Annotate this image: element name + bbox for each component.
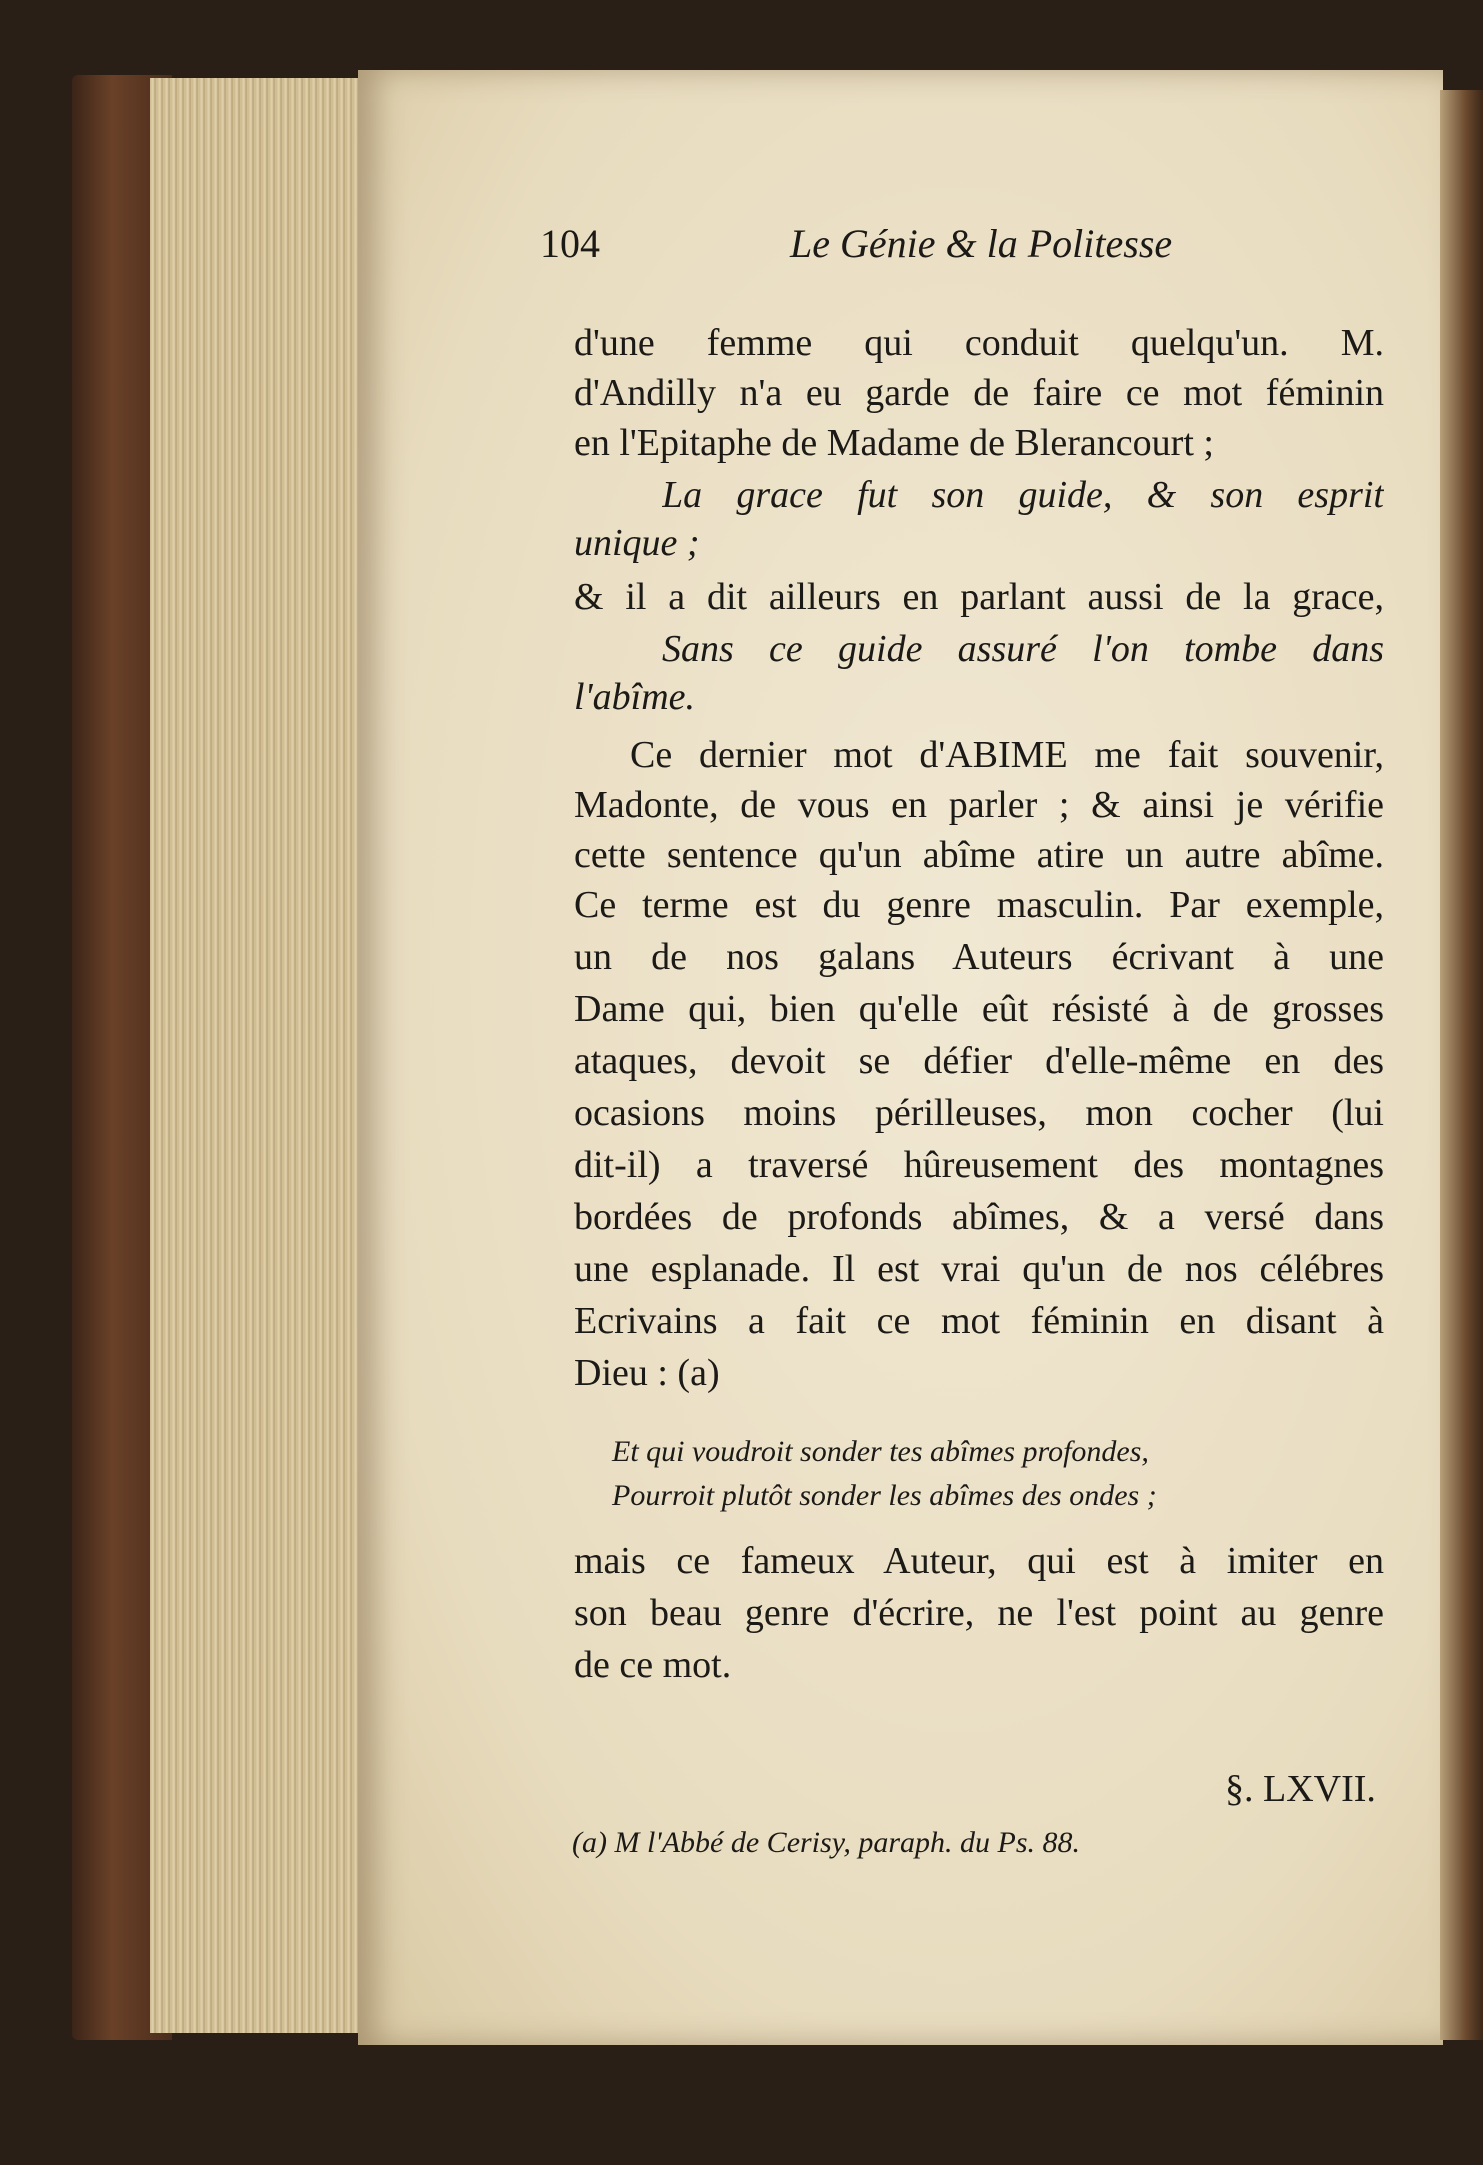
text-line: Ecrivains a fait ce mot féminin en disant à <box>574 1300 1384 1342</box>
text-line: La grace fut son guide, & son esprit <box>662 474 1384 516</box>
text-line: en l'Epitaphe de Madame de Blerancourt ; <box>574 422 1214 464</box>
text-line: de ce mot. <box>574 1644 732 1686</box>
text-line: d'Andilly n'a eu garde de faire ce mot féminin <box>574 372 1384 414</box>
text-line: l'abîme. <box>574 676 696 718</box>
catchword: §. LXVII. <box>1225 1768 1376 1810</box>
text-line: d'une femme qui conduit quelqu'un. M. <box>574 322 1384 364</box>
text-line: unique ; <box>574 522 700 564</box>
text-line: ataques, devoit se défier d'elle-même en des <box>574 1040 1384 1082</box>
verse-line: Et qui voudroit sonder tes abîmes profondes, <box>612 1435 1149 1468</box>
text-line: mais ce fameux Auteur, qui est à imiter en <box>574 1540 1384 1582</box>
right-page-edge <box>1440 90 1483 2040</box>
text-line: Sans ce guide assuré l'on tombe dans <box>662 628 1384 670</box>
text-line: Ce dernier mot d'ABIME me fait souvenir, <box>630 734 1384 776</box>
text-line: un de nos galans Auteurs écrivant à une <box>574 936 1384 978</box>
running-title: Le Génie & la Politesse <box>790 221 1173 266</box>
page-number: 104 <box>540 221 600 266</box>
page-edges <box>150 78 365 2033</box>
verse-line: Pourroit plutôt sonder les abîmes des ondes ; <box>612 1479 1157 1512</box>
text-line: bordées de profonds abîmes, & a versé dans <box>574 1196 1384 1238</box>
footnote: (a) M l'Abbé de Cerisy, paraph. du Ps. 88. <box>572 1826 1081 1859</box>
text-line: & il a dit ailleurs en parlant aussi de la grace, <box>574 576 1384 618</box>
text-line: cette sentence qu'un abîme atire un autre abîme. <box>574 834 1384 876</box>
text-line: ocasions moins périlleuses, mon cocher (lui <box>574 1092 1384 1134</box>
text-line: dit-il) a traversé hûreusement des montagnes <box>574 1144 1384 1186</box>
text-line: Dame qui, bien qu'elle eût résisté à de grosses <box>574 988 1384 1030</box>
text-line: Ce terme est du genre masculin. Par exemple, <box>574 884 1384 926</box>
text-line: Dieu : (a) <box>574 1352 720 1394</box>
text-line: une esplanade. Il est vrai qu'un de nos célébres <box>574 1248 1384 1290</box>
text-line: son beau genre d'écrire, ne l'est point au genre <box>574 1592 1384 1634</box>
text-line: Madonte, de vous en parler ; & ainsi je vérifie <box>574 784 1384 826</box>
